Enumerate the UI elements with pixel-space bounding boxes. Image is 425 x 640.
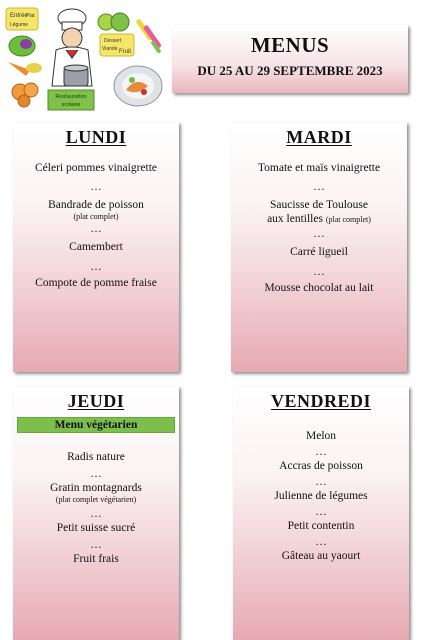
separator: … xyxy=(315,476,327,488)
day-card-vendredi xyxy=(233,386,409,640)
clipart-label-viande: Viande xyxy=(102,46,118,52)
clipart-label-fruit: Fruit xyxy=(119,49,131,55)
separator: … xyxy=(315,446,327,458)
pretzel-icon xyxy=(12,83,38,107)
dish-lundi-2: Bandrade de poisson xyxy=(48,199,144,211)
separator: … xyxy=(90,261,102,273)
separator: … xyxy=(313,266,325,278)
day-title-jeudi: JEUDI xyxy=(67,391,125,411)
separator: … xyxy=(315,536,327,548)
dish-vendredi-4: Petit contentin xyxy=(287,520,355,532)
clipart-label-scolaire: scolaire xyxy=(61,102,81,108)
plate-icon xyxy=(114,66,162,106)
dish-mardi-2-line2 xyxy=(231,212,407,227)
vegetarian-banner: Menu végétarien xyxy=(17,417,175,433)
menu-title-box xyxy=(172,25,408,93)
vegetables-icon xyxy=(8,36,42,76)
dish-note-jeudi-2: (plat complet végétarien) xyxy=(55,495,137,504)
dish-mardi-4: Mousse chocolat au lait xyxy=(264,282,374,294)
popsicle-icon xyxy=(135,18,161,53)
dish-vendredi-5: Gâteau au yaourt xyxy=(281,550,361,562)
clipart-label-dessert: Dessert xyxy=(104,38,122,44)
dish-jeudi-3: Petit suisse sucré xyxy=(56,522,136,534)
fruit-icon xyxy=(98,13,134,56)
separator: … xyxy=(90,539,102,551)
separator: … xyxy=(313,228,325,240)
date-range: DU 25 AU 29 SEPTEMBRE 2023 xyxy=(197,63,383,78)
dish-lundi-4: Compote de pomme fraise xyxy=(35,277,157,289)
restauration-scolaire-sign-icon xyxy=(48,90,94,110)
day-card-mardi xyxy=(231,122,407,372)
dish-lundi-3: Camembert xyxy=(69,241,123,253)
day-title-mardi: MARDI xyxy=(286,127,352,147)
dish-lundi-1: Céleri pommes vinaigrette xyxy=(35,162,157,174)
dish-note-mardi-2: (plat complet) xyxy=(325,215,371,224)
dish-mardi-1: Tomate et maïs vinaigrette xyxy=(257,162,381,174)
dish-jeudi-1: Radis nature xyxy=(67,451,125,463)
dish-mardi-2-part2: aux lentilles xyxy=(267,213,323,225)
dish-vendredi-2: Accras de poisson xyxy=(279,460,363,472)
separator: … xyxy=(90,508,102,520)
day-card-jeudi xyxy=(13,386,179,640)
dish-vendredi-3: Julienne de légumes xyxy=(274,490,368,502)
starter-badge-icon xyxy=(6,8,38,30)
chef-icon xyxy=(52,9,92,86)
clipart-label-restauration: Restauration xyxy=(55,94,87,100)
dish-mardi-3: Carré ligueil xyxy=(290,246,348,258)
dish-mardi-2: Saucisse de Toulouse xyxy=(270,199,368,211)
separator: … xyxy=(90,181,102,193)
separator: … xyxy=(90,468,102,480)
clipart-label-entree: Entrée xyxy=(10,13,28,19)
day-card-lundi xyxy=(13,122,179,372)
dish-jeudi-4: Fruit frais xyxy=(73,553,119,565)
dish-jeudi-2: Gratin montagnards xyxy=(50,482,142,494)
day-title-vendredi: VENDREDI xyxy=(270,391,371,411)
dish-note-lundi-2: (plat complet) xyxy=(73,212,119,221)
separator: … xyxy=(313,181,325,193)
separator: … xyxy=(315,506,327,518)
separator: … xyxy=(90,223,102,235)
clipart-label-legume: Légume xyxy=(10,22,29,28)
clipart-label-plat: Plat xyxy=(26,13,35,19)
page-title: MENUS xyxy=(250,33,330,57)
day-title-lundi: LUNDI xyxy=(65,127,127,147)
restauration-scolaire-clipart xyxy=(4,4,164,112)
dish-vendredi-1: Melon xyxy=(305,430,337,442)
